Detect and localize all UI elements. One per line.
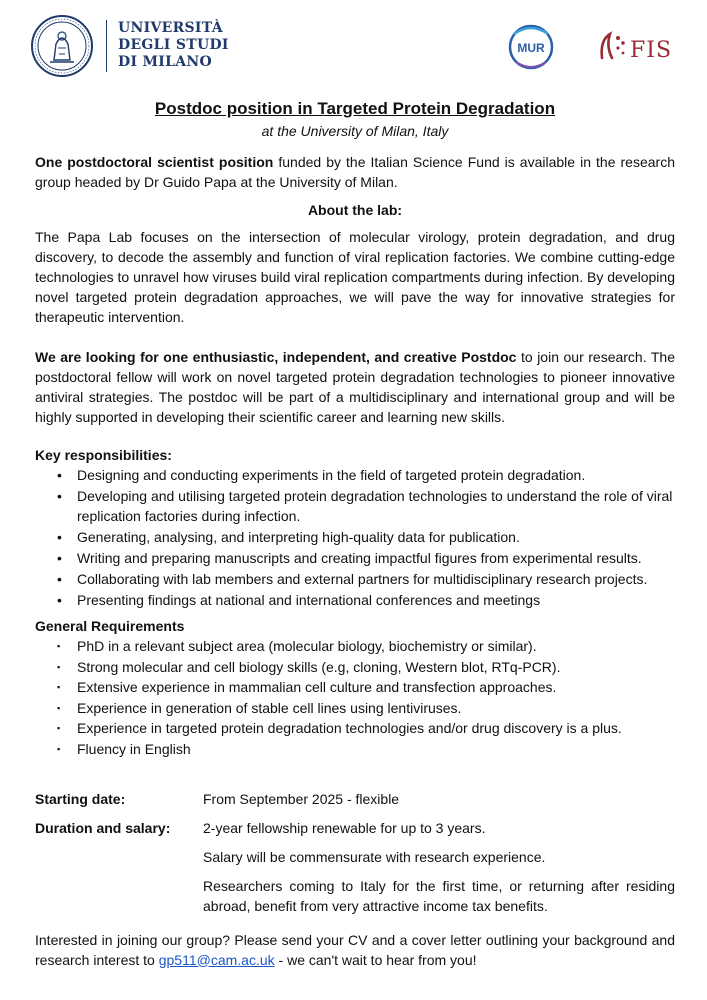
mur-logo	[504, 22, 564, 72]
requirements-list	[35, 636, 675, 759]
requirement-item: ▪ Strong molecular and cell biology skills (e.g, cloning, Western blot, RTq-PCR).	[35, 657, 675, 677]
salary-value: Salary will be commensurate with research experience.	[203, 848, 546, 865]
responsibility-item: • Presenting findings at national and international conferences and meetings	[35, 590, 675, 610]
starting-date-row	[35, 789, 675, 809]
requirement-item: ▪ Extensive experience in mammalian cell culture and transfection approaches.	[35, 677, 675, 697]
page-subtitle: at the University of Milan, Italy	[261, 123, 449, 139]
responsibilities-heading: Key responsibilities:	[35, 447, 172, 463]
university-name-line-3: DI MILANO	[118, 54, 213, 70]
letterhead	[0, 0, 707, 90]
tax-benefit-value: Researchers coming to Italy for the first time, or returning after residing abroad, benefit from very attractive income tax benefits.	[203, 877, 675, 914]
looking-paragraph	[35, 347, 675, 427]
closing-text: Interested in joining our group? Please send your CV and a cover letter outlining your background and research interest to	[35, 931, 675, 968]
responsibilities-list	[35, 465, 675, 610]
requirements-heading: General Requirements	[35, 618, 185, 634]
responsibility-item: • Developing and utilising targeted protein degradation technologies to understand the role of viral replication factories during infection.	[35, 486, 675, 526]
intro-text: funded by the Italian Science Fund is available in the research group headed by Dr Guido Papa at the University of Milan.	[35, 154, 675, 190]
responsibility-item: • Designing and conducting experiments in the field of targeted protein degradation.	[35, 465, 675, 485]
header-divider	[106, 20, 107, 72]
duration-label: Duration and salary:	[35, 819, 171, 836]
university-name	[118, 20, 229, 71]
duration-row	[35, 818, 675, 838]
university-name-line-1: UNIVERSITÀ	[118, 20, 223, 36]
about-paragraph: The Papa Lab focuses on the intersection of molecular virology, protein degradation, and drug discovery, to decode the assembly and function of viral replication factories. We combine cutting-edge technologies to unravel how viruses build viral replication compartments during infection. By developing novel targeted protein degradation approaches, we will pave the way for innovative strategies for therapeutic intervention.	[35, 229, 675, 325]
responsibility-item: • Collaborating with lab members and external partners for multidisciplinary research projects.	[35, 569, 675, 589]
university-seal-logo	[30, 14, 94, 78]
duration-value: 2-year fellowship renewable for up to 3 years.	[203, 819, 486, 836]
closing-paragraph	[35, 930, 675, 970]
starting-date-label: Starting date:	[35, 790, 126, 807]
starting-date-value: From September 2025 - flexible	[203, 790, 400, 807]
requirement-item: ▪ Experience in generation of stable cell lines using lentiviruses.	[35, 698, 675, 718]
position-details	[35, 789, 675, 916]
university-name-line-2: DEGLI STUDI	[118, 37, 229, 53]
fis-logo	[596, 26, 678, 68]
salary-row	[35, 847, 675, 867]
requirement-item: ▪ Experience in targeted protein degradation technologies and/or drug discovery is a plus.	[35, 718, 675, 738]
tax-row	[35, 876, 675, 916]
contact-email-link[interactable]: gp511@cam.ac.uk	[158, 951, 275, 968]
fis-label: FIS	[630, 38, 673, 63]
requirement-item: ▪ PhD in a relevant subject area (molecular biology, biochemistry or similar).	[35, 636, 675, 656]
closing-text-end: - we can't wait to hear from you!	[274, 951, 477, 968]
looking-bold-text: We are looking for one enthusiastic, independent, and creative Postdoc	[35, 349, 517, 365]
intro-paragraph	[35, 152, 675, 192]
document-body	[35, 98, 675, 970]
looking-text: to join our research. The postdoctoral fellow will work on novel targeted protein degradation technologies to pioneer innovative antiviral strategies. The postdoc will be part of a multidisciplinary and international group and will be highly supported in developing their scientific career and learning new skills.	[35, 349, 675, 425]
responsibility-item: • Writing and preparing manuscripts and creating impactful figures from experimental results.	[35, 548, 675, 568]
intro-bold-text: One postdoctoral scientist position	[35, 154, 274, 170]
requirement-item: ▪ Fluency in English	[35, 739, 675, 759]
mur-label: MUR	[517, 41, 545, 55]
responsibility-item: • Generating, analysing, and interpreting high-quality data for publication.	[35, 527, 675, 547]
about-heading: About the lab:	[307, 202, 403, 218]
page-title: Postdoc position in Targeted Protein Degradation	[154, 99, 556, 118]
